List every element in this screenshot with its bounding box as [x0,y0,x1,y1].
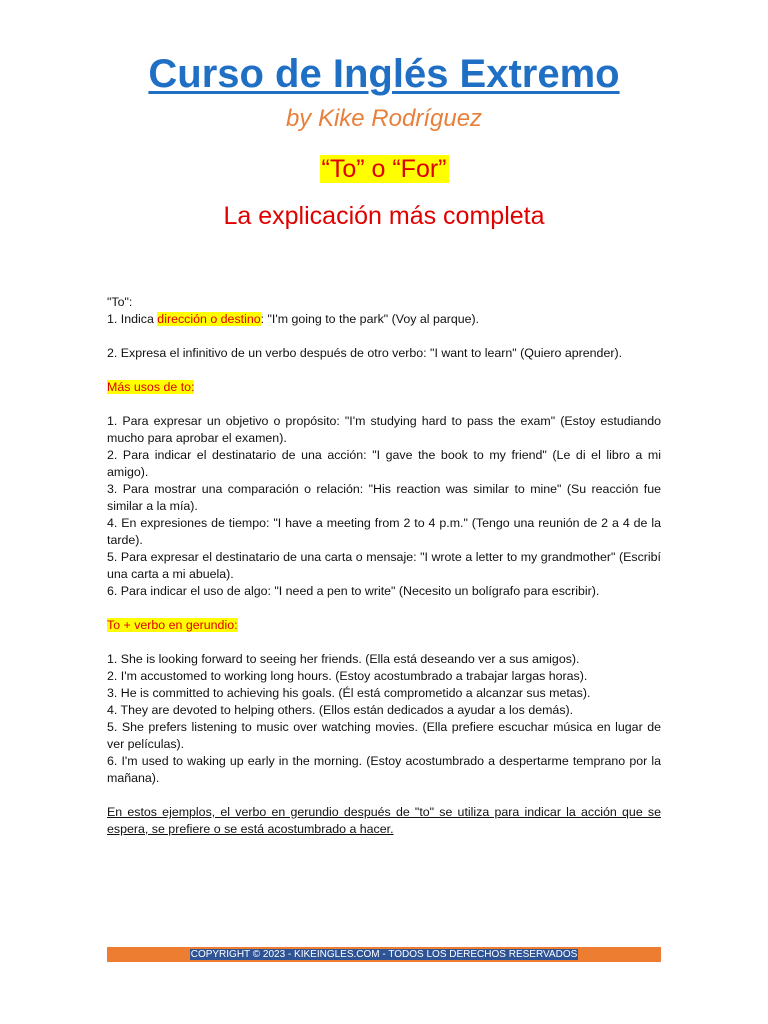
subtitle: La explicación más completa [223,202,545,230]
conclusion-text: En estos ejemplos, el verbo en gerundio después de "to" se utiliza para indicar la acción que se espera, se prefiere o se está acostumbrado a hacer. [107,805,661,836]
more-uses-item: 6. Para indicar el uso de algo: "I need a pen to write" (Necesito un bolígrafo para escribir). [107,584,600,598]
more-uses-item: 4. En expresiones de tiempo: "I have a meeting from 2 to 4 p.m." (Tengo una reunión de 2 a 4 de la tarde). [107,516,661,547]
section-to-heading: "To": [107,295,133,309]
topic-heading-text: “To” o “For” [321,155,447,183]
item-1-prefix: 1. Indica [107,312,158,326]
page-title-text: Curso de Inglés Extremo [148,52,620,96]
topic-heading [0,153,768,185]
more-uses-heading-text: Más usos de to: [107,380,195,394]
document-body [107,294,661,838]
more-uses-item: 1. Para expresar un objetivo o propósito: "I'm studying hard to pass the exam" (Estoy estudiando mucho para aprobar el examen). [107,414,661,445]
section-to-item-2: 2. Expresa el infinitivo de un verbo después de otro verbo: "I want to learn" (Quiero aprender). [107,346,623,360]
copyright-footer [107,947,661,962]
copyright-text: COPYRIGHT © 2023 - KIKEINGLES.COM - TODOS LOS DERECHOS RESERVADOS [190,949,578,960]
more-uses-item: 3. Para mostrar una comparación o relación: "His reaction was similar to mine" (Su reacción fue similar a la mía). [107,482,661,513]
more-uses-item: 5. Para expresar el destinatario de una carta o mensaje: "I wrote a letter to my grandmother" (Escribí una carta a mi abuela). [107,550,661,581]
highlighted-term: dirección o destino [157,312,261,326]
gerund-item: 4. They are devoted to helping others. (Ellos están dedicados a ayudar a los demás). [107,703,574,717]
gerund-item: 2. I'm accustomed to working long hours. (Estoy acostumbrado a trabajar largas horas). [107,669,588,683]
gerund-heading [107,617,661,634]
author-byline: by Kike Rodríguez [285,105,483,132]
gerund-item: 3. He is committed to achieving his goals. (Él está comprometido a alcanzar sus metas). [107,686,591,700]
gerund-item: 5. She prefers listening to music over watching movies. (Ella prefiere escuchar música en lugar de ver películas). [107,720,661,751]
page-title [0,50,768,98]
gerund-item: 6. I'm used to waking up early in the morning. (Estoy acostumbrado a despertarme temprano por la mañana). [107,754,661,785]
gerund-item: 1. She is looking forward to seeing her friends. (Ella está deseando ver a sus amigos). [107,652,580,666]
gerund-heading-text: To + verbo en gerundio: [107,618,238,632]
item-1-suffix: : "I'm going to the park" (Voy al parque). [260,312,480,326]
section-to-item-1 [107,311,661,328]
more-uses-heading [107,379,661,396]
more-uses-item: 2. Para indicar el destinatario de una acción: "I gave the book to my friend" (Le di el libro a mi amigo). [107,448,661,479]
